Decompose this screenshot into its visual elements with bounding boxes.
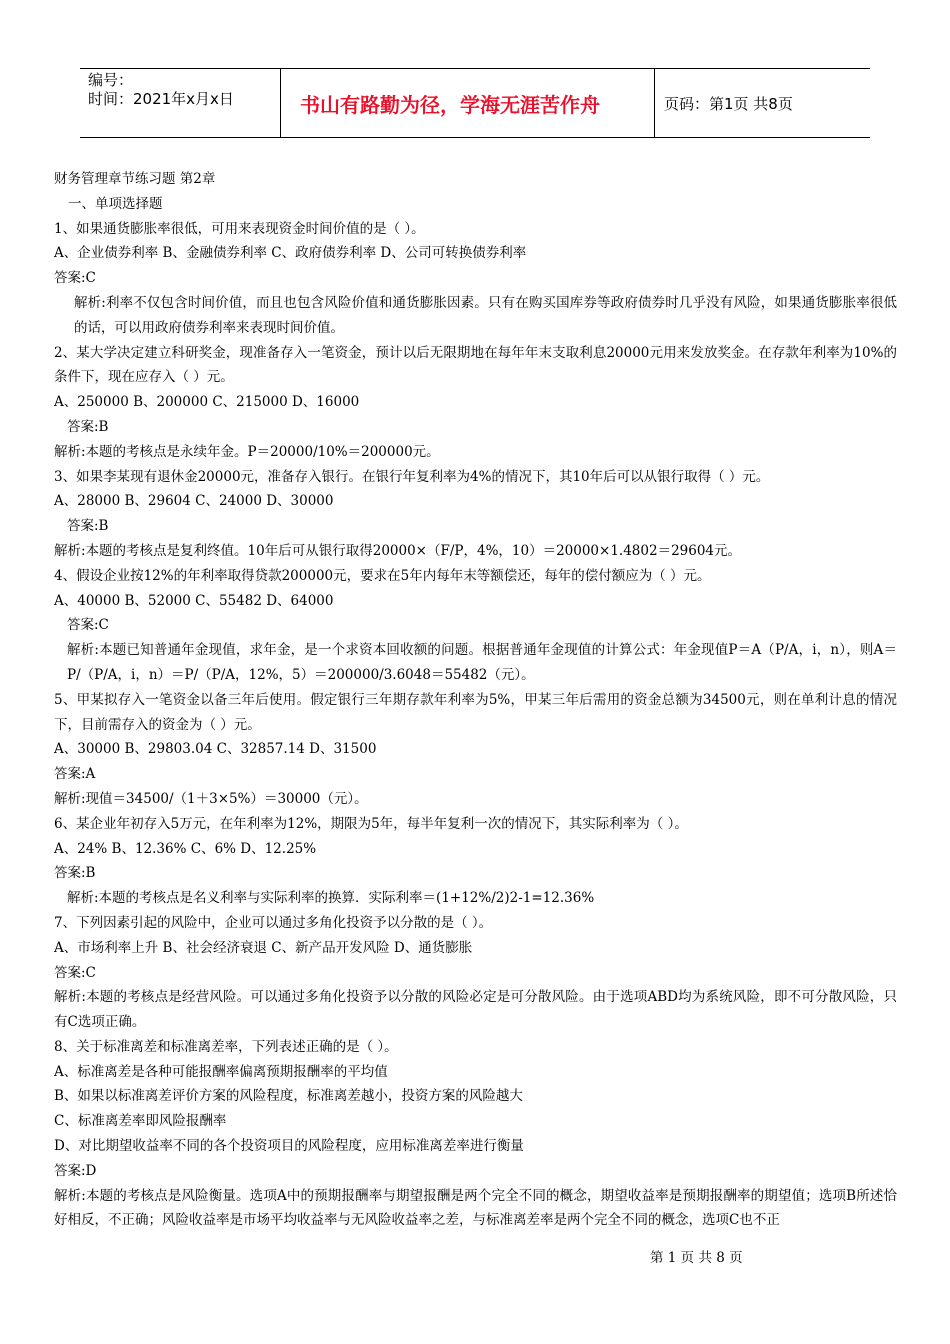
question-6-answer: 答案:B [54,865,96,882]
question-2: 2、某大学决定建立科研奖金，现准备存入一笔资金，预计以后无限期地在每年年末支取利息20000元用来发放奖金。在存款年利率为10%的条件下，现在应存入（ ）元。 [54,344,897,386]
question-7-answer: 答案:C [54,964,96,981]
question-1-options: A、企业债券利率 B、金融债券利率 C、政府债券利率 D、公司可转换债券利率 [54,245,527,262]
question-5-answer: 答案:A [54,766,96,783]
question-1: 1、如果通货膨胀率很低，可用来表现资金时间价值的是（ ）。 [54,220,425,237]
question-5: 5、甲某拟存入一笔资金以备三年后使用。假定银行三年期存款年利率为5%，甲某三年后需用的资金总额为34500元，则在单利计息的情况下，目前需存入的资金为（ ）元。 [54,691,897,733]
question-4-options: A、40000 B、52000 C、55482 D、64000 [54,592,334,609]
question-8-option-d: D、对比期望收益率不同的各个投资项目的风险程度，应用标准离差率进行衡量 [54,1138,524,1155]
header-page-number: 页码：第1页 共8页 [664,94,793,113]
section-heading: 一、单项选择题 [68,195,163,212]
question-7: 7、下列因素引起的风险中，企业可以通过多角化投资予以分散的是（ ）。 [54,914,493,931]
question-8-answer: 答案:D [54,1162,97,1179]
question-6-options: A、24% B、12.36% C、6% D、12.25% [54,840,317,857]
question-8-explanation: 解析:本题的考核点是风险衡量。选项A中的预期报酬率与期望报酬是两个完全不同的概念，期望收益率是预期报酬率的期望值；选项B所述恰好相反，不正确；风险收益率是市场平均收益率与无风险收益率之差，与标准离差率是两个完全不同的概念，选项C也不正 [54,1187,897,1229]
question-8: 8、关于标准离差和标准离差率，下列表述正确的是（ ）。 [54,1038,398,1055]
question-5-options: A、30000 B、29803.04 C、32857.14 D、31500 [54,741,377,758]
question-3-options: A、28000 B、29604 C、24000 D、30000 [54,493,334,510]
question-5-explanation: 解析:现值＝34500/（1＋3×5%）＝30000（元）。 [54,790,368,807]
document-title: 财务管理章节练习题 第2章 [54,171,216,187]
question-4: 4、假设企业按12%的年利率取得贷款200000元，要求在5年内每年末等额偿还，每年的偿付额应为（ ）元。 [54,567,711,584]
question-8-option-b: B、如果以标准离差评价方案的风险程度，标准离差越小，投资方案的风险越大 [54,1088,523,1105]
question-4-explanation: 解析:本题已知普通年金现值，求年金，是一个求资本回收额的问题。根据普通年金现值的计算公式：年金现值P＝A（P/A，i，n），则A＝P/（P/A，i，n）＝P/（P/A，12%，5）＝200000/3.6048＝55482（元）。 [67,642,897,683]
document-body [54,167,897,1233]
question-1-answer: 答案:C [54,270,96,287]
question-2-options: A、250000 B、200000 C、215000 D、16000 [54,394,360,411]
question-6-explanation: 解析:本题的考核点是名义利率与实际利率的换算．实际利率＝(1+12%/2)2-1=12.36% [67,890,595,907]
question-7-explanation: 解析:本题的考核点是经营风险。可以通过多角化投资予以分散的风险必定是可分散风险。由于选项ABD均为系统风险，即不可分散风险，只有C选项正确。 [54,989,897,1031]
question-7-options: A、市场利率上升 B、社会经济衰退 C、新产品开发风险 D、通货膨胀 [54,939,473,956]
question-2-answer: 答案:B [67,418,109,435]
document-number-label: 编号： [88,71,134,89]
question-3-answer: 答案:B [67,518,109,535]
header-motto: 书山有路勤为径，学海无涯苦作舟 [281,69,655,137]
question-8-option-a: A、标准离差是各种可能报酬率偏离预期报酬率的平均值 [54,1063,388,1080]
question-2-explanation: 解析:本题的考核点是永续年金。P＝20000/10%＝200000元。 [54,443,440,460]
header-meta [80,69,281,137]
document-time-label: 时间：2021年x月x日 [88,90,234,108]
question-3-explanation: 解析:本题的考核点是复利终值。10年后可从银行取得20000×（F/P，4%，10）＝20000×1.4802＝29604元。 [54,542,742,559]
question-4-answer: 答案:C [67,617,109,634]
question-1-explanation: 解析:利率不仅包含时间价值，而且也包含风险价值和通货膨胀因素。只有在购买国库券等政府债券时几乎没有风险，如果通货膨胀率很低的话，可以用政府债券利率来表现时间价值。 [74,294,897,336]
question-8-option-c: C、标准离差率即风险报酬率 [54,1113,227,1130]
question-6: 6、某企业年初存入5万元，在年利率为12%，期限为5年，每半年复利一次的情况下，其实际利率为（ ）。 [54,815,688,832]
page-header [80,68,870,138]
question-3: 3、如果李某现有退休金20000元，准备存入银行。在银行年复利率为4%的情况下，其10年后可以从银行取得（ ）元。 [54,468,770,485]
page-footer: 第 1 页 共 8 页 [650,1250,743,1266]
